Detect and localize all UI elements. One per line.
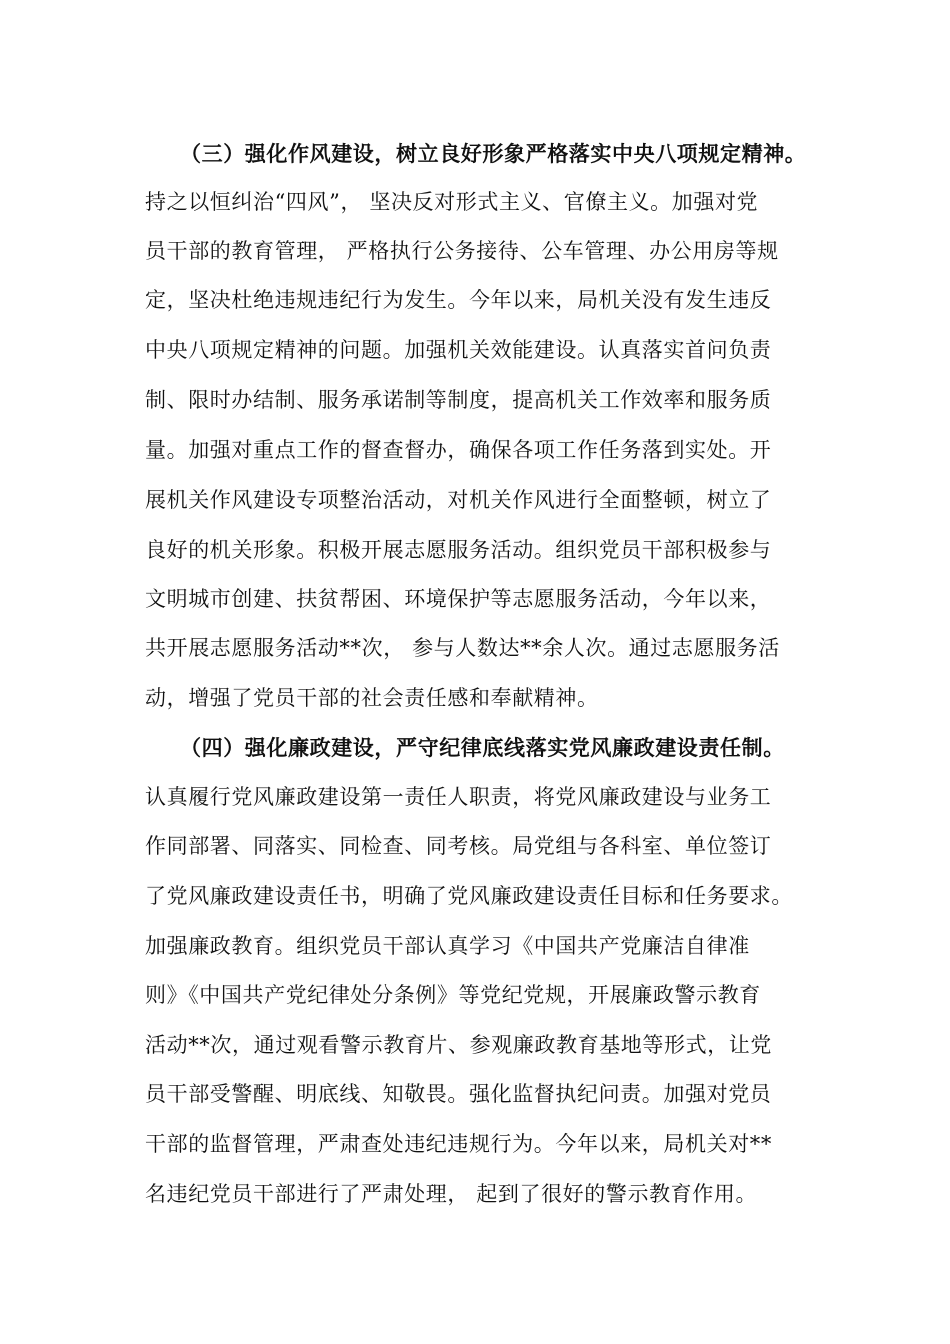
paragraph-line: 活动**次，通过观看警示教育片、参观廉政教育基地等形式，让党 — [145, 1033, 772, 1057]
paragraph-line: 良好的机关形象。积极开展志愿服务活动。组织党员干部积极参与 — [145, 538, 772, 562]
paragraph-line: 定，坚决杜绝违规违纪行为发生。今年以来，局机关没有发生违反 — [145, 288, 772, 312]
paragraph-line: 则》《中国共产党纪律处分条例》等党纪党规，开展廉政警示教育 — [145, 983, 761, 1007]
paragraph-line: 名违纪党员干部进行了严肃处理， 起到了很好的警示教育作用。 — [145, 1182, 758, 1206]
paragraph-line: 员干部的教育管理， 严格执行公务接待、公车管理、办公用房等规 — [145, 239, 779, 263]
paragraph-line: 文明城市创建、扶贫帮困、环境保护等志愿服务活动，今年以来， — [145, 587, 772, 611]
paragraph-line: 员干部受警醒、明底线、知敬畏。强化监督执纪问责。加强对党员 — [145, 1082, 772, 1106]
paragraph-line: 干部的监督管理，严肃查处违纪违规行为。今年以来，局机关对** — [145, 1132, 772, 1156]
paragraph-line: 作同部署、同落实、同检查、同考核。局党组与各科室、单位签订 — [145, 834, 772, 858]
section-heading-three: （三）强化作风建设，树立良好形象严格落实中央八项规定精神。 — [180, 141, 807, 166]
section-heading-four: （四）强化廉政建设，严守纪律底线落实党风廉政建设责任制。 — [180, 735, 785, 760]
paragraph-line: 持之以恒纠治“四风”， 坚决反对形式主义、官僚主义。加强对党 — [145, 190, 759, 214]
paragraph-line: 动，增强了党员干部的社会责任感和奉献精神。 — [145, 686, 599, 710]
paragraph-line: 中央八项规定精神的问题。加强机关效能建设。认真落实首问负责 — [145, 338, 772, 362]
paragraph-line: 量。加强对重点工作的督查督办，确保各项工作任务落到实处。开 — [145, 438, 772, 462]
paragraph-line: 共开展志愿服务活动**次， 参与人数达**余人次。通过志愿服务活 — [145, 636, 780, 660]
paragraph-line: 展机关作风建设专项整治活动，对机关作风进行全面整顿，树立了 — [145, 488, 772, 512]
paragraph-line: 了党风廉政建设责任书，明确了党风廉政建设责任目标和任务要求。 — [145, 884, 793, 908]
paragraph-line: 加强廉政教育。组织党员干部认真学习《中国共产党廉洁自律准 — [145, 934, 750, 958]
paragraph-line: 制、限时办结制、服务承诺制等制度，提高机关工作效率和服务质 — [145, 388, 772, 412]
paragraph-line: 认真履行党风廉政建设第一责任人职责，将党风廉政建设与业务工 — [145, 785, 772, 809]
